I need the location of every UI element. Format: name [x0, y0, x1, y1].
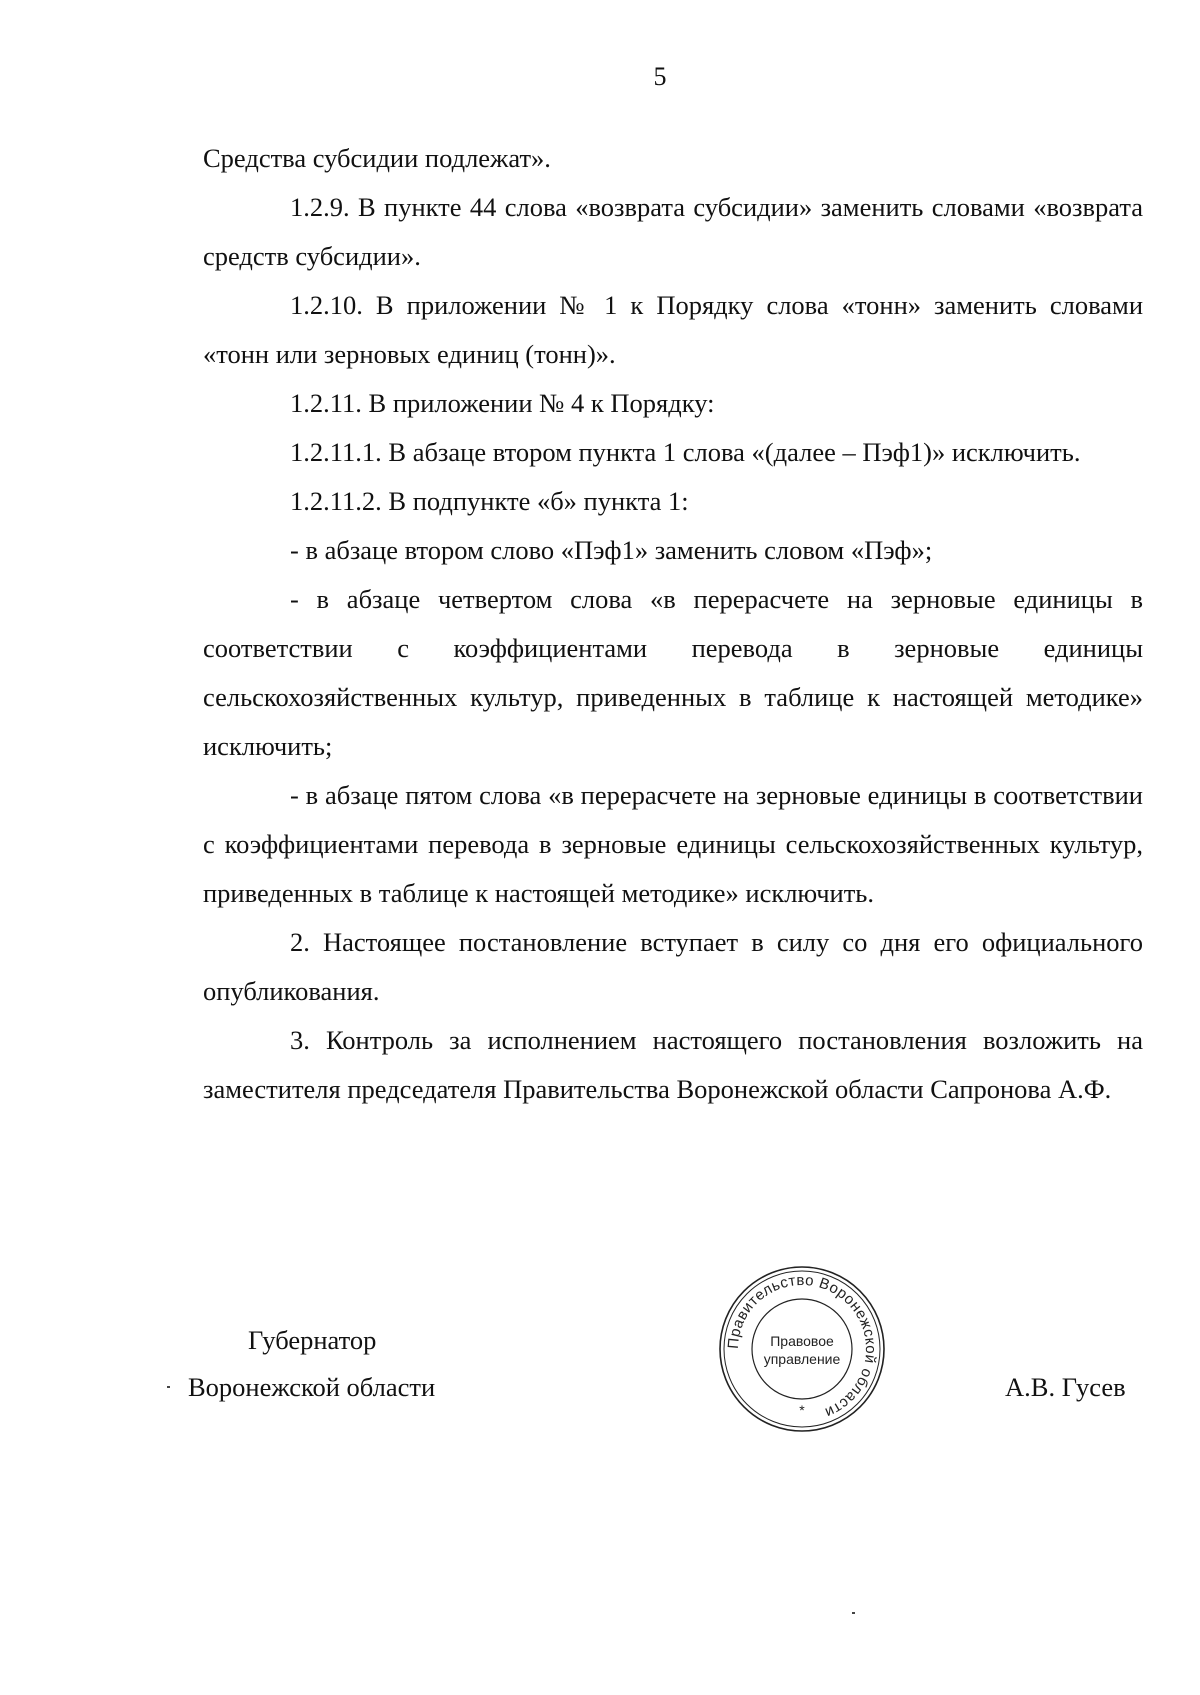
stamp-ring-text: Правительство Воронежской области — [724, 1271, 880, 1422]
paragraph: - в абзаце четвертом слова «в перерасчете на зерновые единицы в соответствии с коэффициентами перевода в зерновые единицы сельскохозяйственных культур, приведенных в таблице к настоящей методике» исключить; — [203, 584, 1143, 761]
paragraph: 1.2.11.1. В абзаце втором пункта 1 слова «(далее – Пэф1)» исключить. — [290, 437, 1081, 467]
paragraph: 1.2.9. В пункте 44 слова «возврата субсидии» заменить словами «возврата средств субсидии». — [203, 192, 1143, 271]
signatory-region: Воронежской области — [188, 1372, 436, 1402]
paragraph: 3. Контроль за исполнением настоящего постановления возложить на заместителя председателя Правительства Воронежской области Сапронова А.Ф. — [203, 1025, 1143, 1104]
paragraph: 1.2.11.2. В подпункте «б» пункта 1: — [290, 486, 689, 516]
paragraph: - в абзаце пятом слова «в перерасчете на зерновые единицы в соответствии с коэффициентами перевода в зерновые единицы сельскохозяйственных культур, приведенных в таблице к настоящей методике» исключить. — [203, 780, 1143, 908]
paragraph: 2. Настоящее постановление вступает в силу со дня его официального опубликования. — [203, 927, 1143, 1006]
stamp-center-line2: управление — [763, 1351, 841, 1367]
paragraph: - в абзаце втором слово «Пэф1» заменить словом «Пэф»; — [290, 535, 933, 565]
paragraph: Средства субсидии подлежат». — [203, 143, 551, 173]
official-stamp — [718, 1265, 886, 1433]
stamp-star: * — [799, 1402, 805, 1418]
signatory-title: Губернатор — [248, 1325, 377, 1355]
scan-speck — [167, 1386, 170, 1388]
scan-speck — [852, 1612, 855, 1614]
paragraph: 1.2.11. В приложении № 4 к Порядку: — [290, 388, 715, 418]
signatory-name: А.В. Гусев — [1005, 1372, 1126, 1402]
stamp-center-line1: Правовое — [770, 1333, 834, 1349]
paragraph: 1.2.10. В приложении № 1 к Порядку слова «тонн» заменить словами «тонн или зерновых единиц (тонн)». — [203, 290, 1143, 369]
page-number: 5 — [653, 62, 667, 91]
